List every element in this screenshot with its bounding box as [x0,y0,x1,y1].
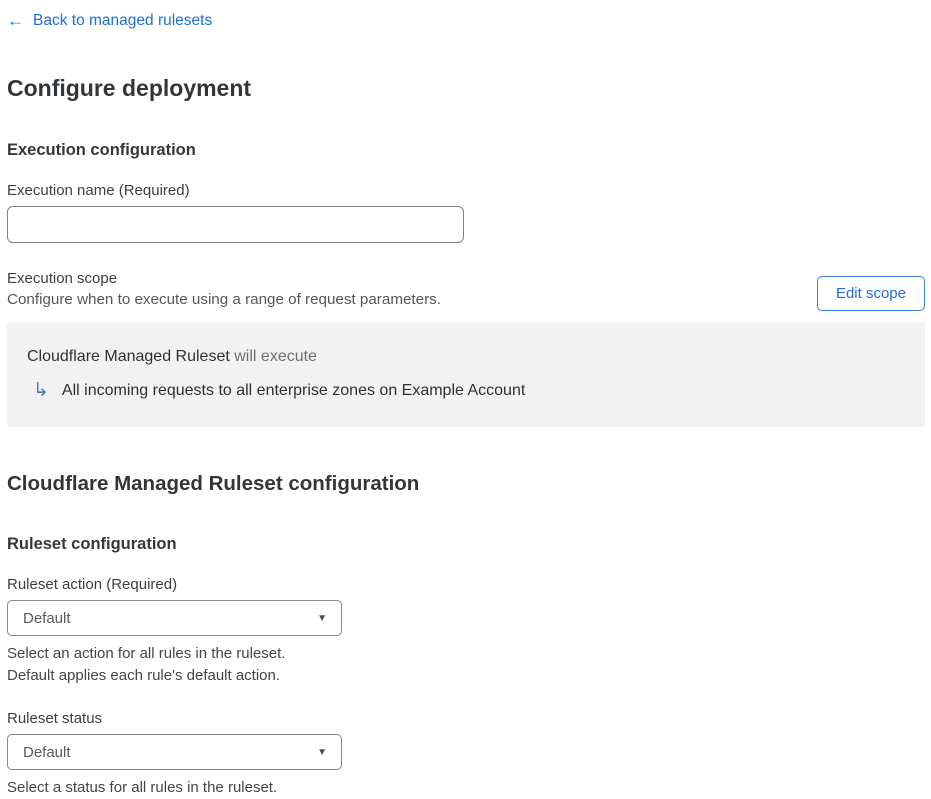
page-title: Configure deployment [7,75,252,101]
ruleset-action-select[interactable] [7,600,342,636]
ruleset-status-label: Ruleset status [7,710,103,727]
ruleset-action-value: Default [23,609,71,627]
branch-arrow-icon: ↳ [33,380,49,401]
execution-scope-row [7,268,925,311]
scope-preview-panel [7,322,925,427]
scope-preview-headline [27,347,905,367]
dropdown-arrow-icon: ▼ [317,746,327,758]
scope-preview-detail [27,380,905,401]
execution-scope-text [7,268,441,311]
execution-name-input[interactable] [7,206,464,243]
ruleset-configuration-section-heading: Cloudflare Managed Ruleset configuration [7,472,420,495]
scope-preview-will-execute: will execute [234,348,317,365]
ruleset-action-help-line1: Select an action for all rules in the ruleset. [7,645,286,662]
back-link-label: Back to managed rulesets [33,12,213,29]
edit-scope-button[interactable]: Edit scope [817,276,925,311]
dropdown-arrow-icon: ▼ [317,612,327,624]
ruleset-action-help-line2: Default applies each rule's default action. [7,667,281,684]
execution-scope-label: Execution scope [7,270,118,287]
ruleset-status-help: Select a status for all rules in the ruleset. [7,779,278,796]
ruleset-status-select[interactable] [7,734,342,770]
ruleset-action-label: Ruleset action (Required) [7,576,178,593]
scope-preview-ruleset-name: Cloudflare Managed Ruleset [27,348,230,365]
execution-scope-description: Configure when to execute using a range of request parameters. [7,291,441,308]
execution-configuration-heading: Execution configuration [7,141,196,159]
back-arrow-icon: ← [7,11,24,30]
execution-name-label: Execution name (Required) [7,182,190,199]
ruleset-status-value: Default [23,743,71,761]
scope-summary-text: All incoming requests to all enterprise zones on Example Account [61,382,526,399]
back-link[interactable] [7,11,212,30]
ruleset-configuration-subheading: Ruleset configuration [7,535,177,553]
